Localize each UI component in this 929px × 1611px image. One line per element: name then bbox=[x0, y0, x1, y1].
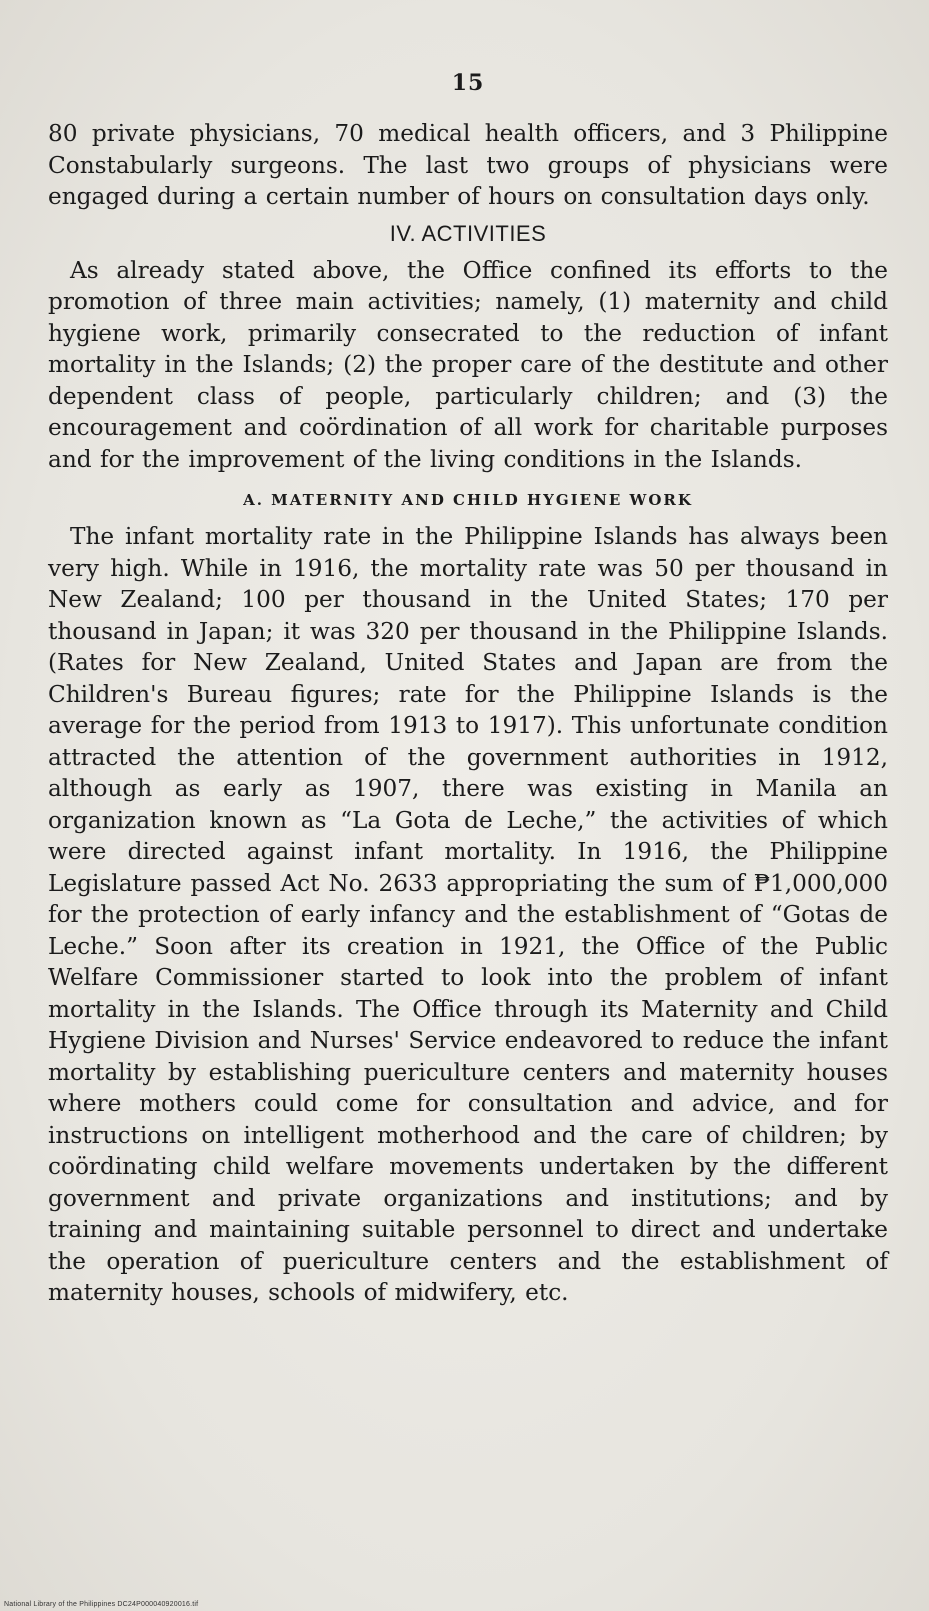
scan-footer: National Library of the Philippines DC24P000040920016.tif bbox=[4, 1601, 199, 1608]
paragraph-physicians: 80 private physicians, 70 medical health officers, and 3 Philippine Constabularly surgeons. The last two groups of physicians were engaged during a certain number of hours on consultation days only. bbox=[48, 120, 888, 210]
subheading-maternity: A. MATERNITY AND CHILD HYGIENE WORK bbox=[243, 491, 693, 509]
paragraph-infant-mortality: The infant mortality rate in the Philippine Islands has always been very high. While in 1916, the mortality rate was 50 per thousand in New Zealand; 100 per thousand in the United States; 170 per thousand in Japan; it was 320 per thousand in the Philippine Islands. (Rates for New Zealand, United States and Japan are from the Children's Bureau figures; rate for the Philippine Islands is the average for the period from 1913 to 1917). This unfortunate condition attracted the attention of the government authorities in 1912, although as early as 1907, there was existing in Manila an organization known as “La Gota de Leche,” the activities of which were directed against infant mortality. In 1916, the Philippine Legislature passed Act No. 2633 appropriating the sum of ₱1,000,000 for the protection of early infancy and the establishment of “Gotas de Leche.” Soon after its creation in 1921, the Office of the Public Welfare Commissioner started to look into the problem of infant mortality in the Islands. The Office through its Maternity and Child Hygiene Division and Nurses' Service endeavored to reduce the infant mortality by establishing puericulture centers and maternity houses where mothers could come for consultation and advice, and for instructions on intelligent motherhood and the care of children; by coördinating child welfare movements undertaken by the different government and private organizations and institutions; and by training and maintaining suitable personnel to direct and undertake the operation of puericulture centers and the establishment of maternity houses, schools of midwifery, etc. bbox=[48, 523, 888, 1306]
paragraph-activities: As already stated above, the Office confined its efforts to the promotion of three main activities; namely, (1) maternity and child hygiene work, primarily consecrated to the reduction of infant mortality in the Islands; (2) the proper care of the destitute and other dependent class of people, particularly children; and (3) the encouragement and coördination of all work for charitable purposes and for the improvement of the living conditions in the Islands. bbox=[48, 256, 888, 473]
page-number: 15 bbox=[451, 70, 485, 96]
page-content bbox=[48, 60, 888, 1309]
section-heading-activities: IV. ACTIVITIES bbox=[389, 220, 547, 246]
